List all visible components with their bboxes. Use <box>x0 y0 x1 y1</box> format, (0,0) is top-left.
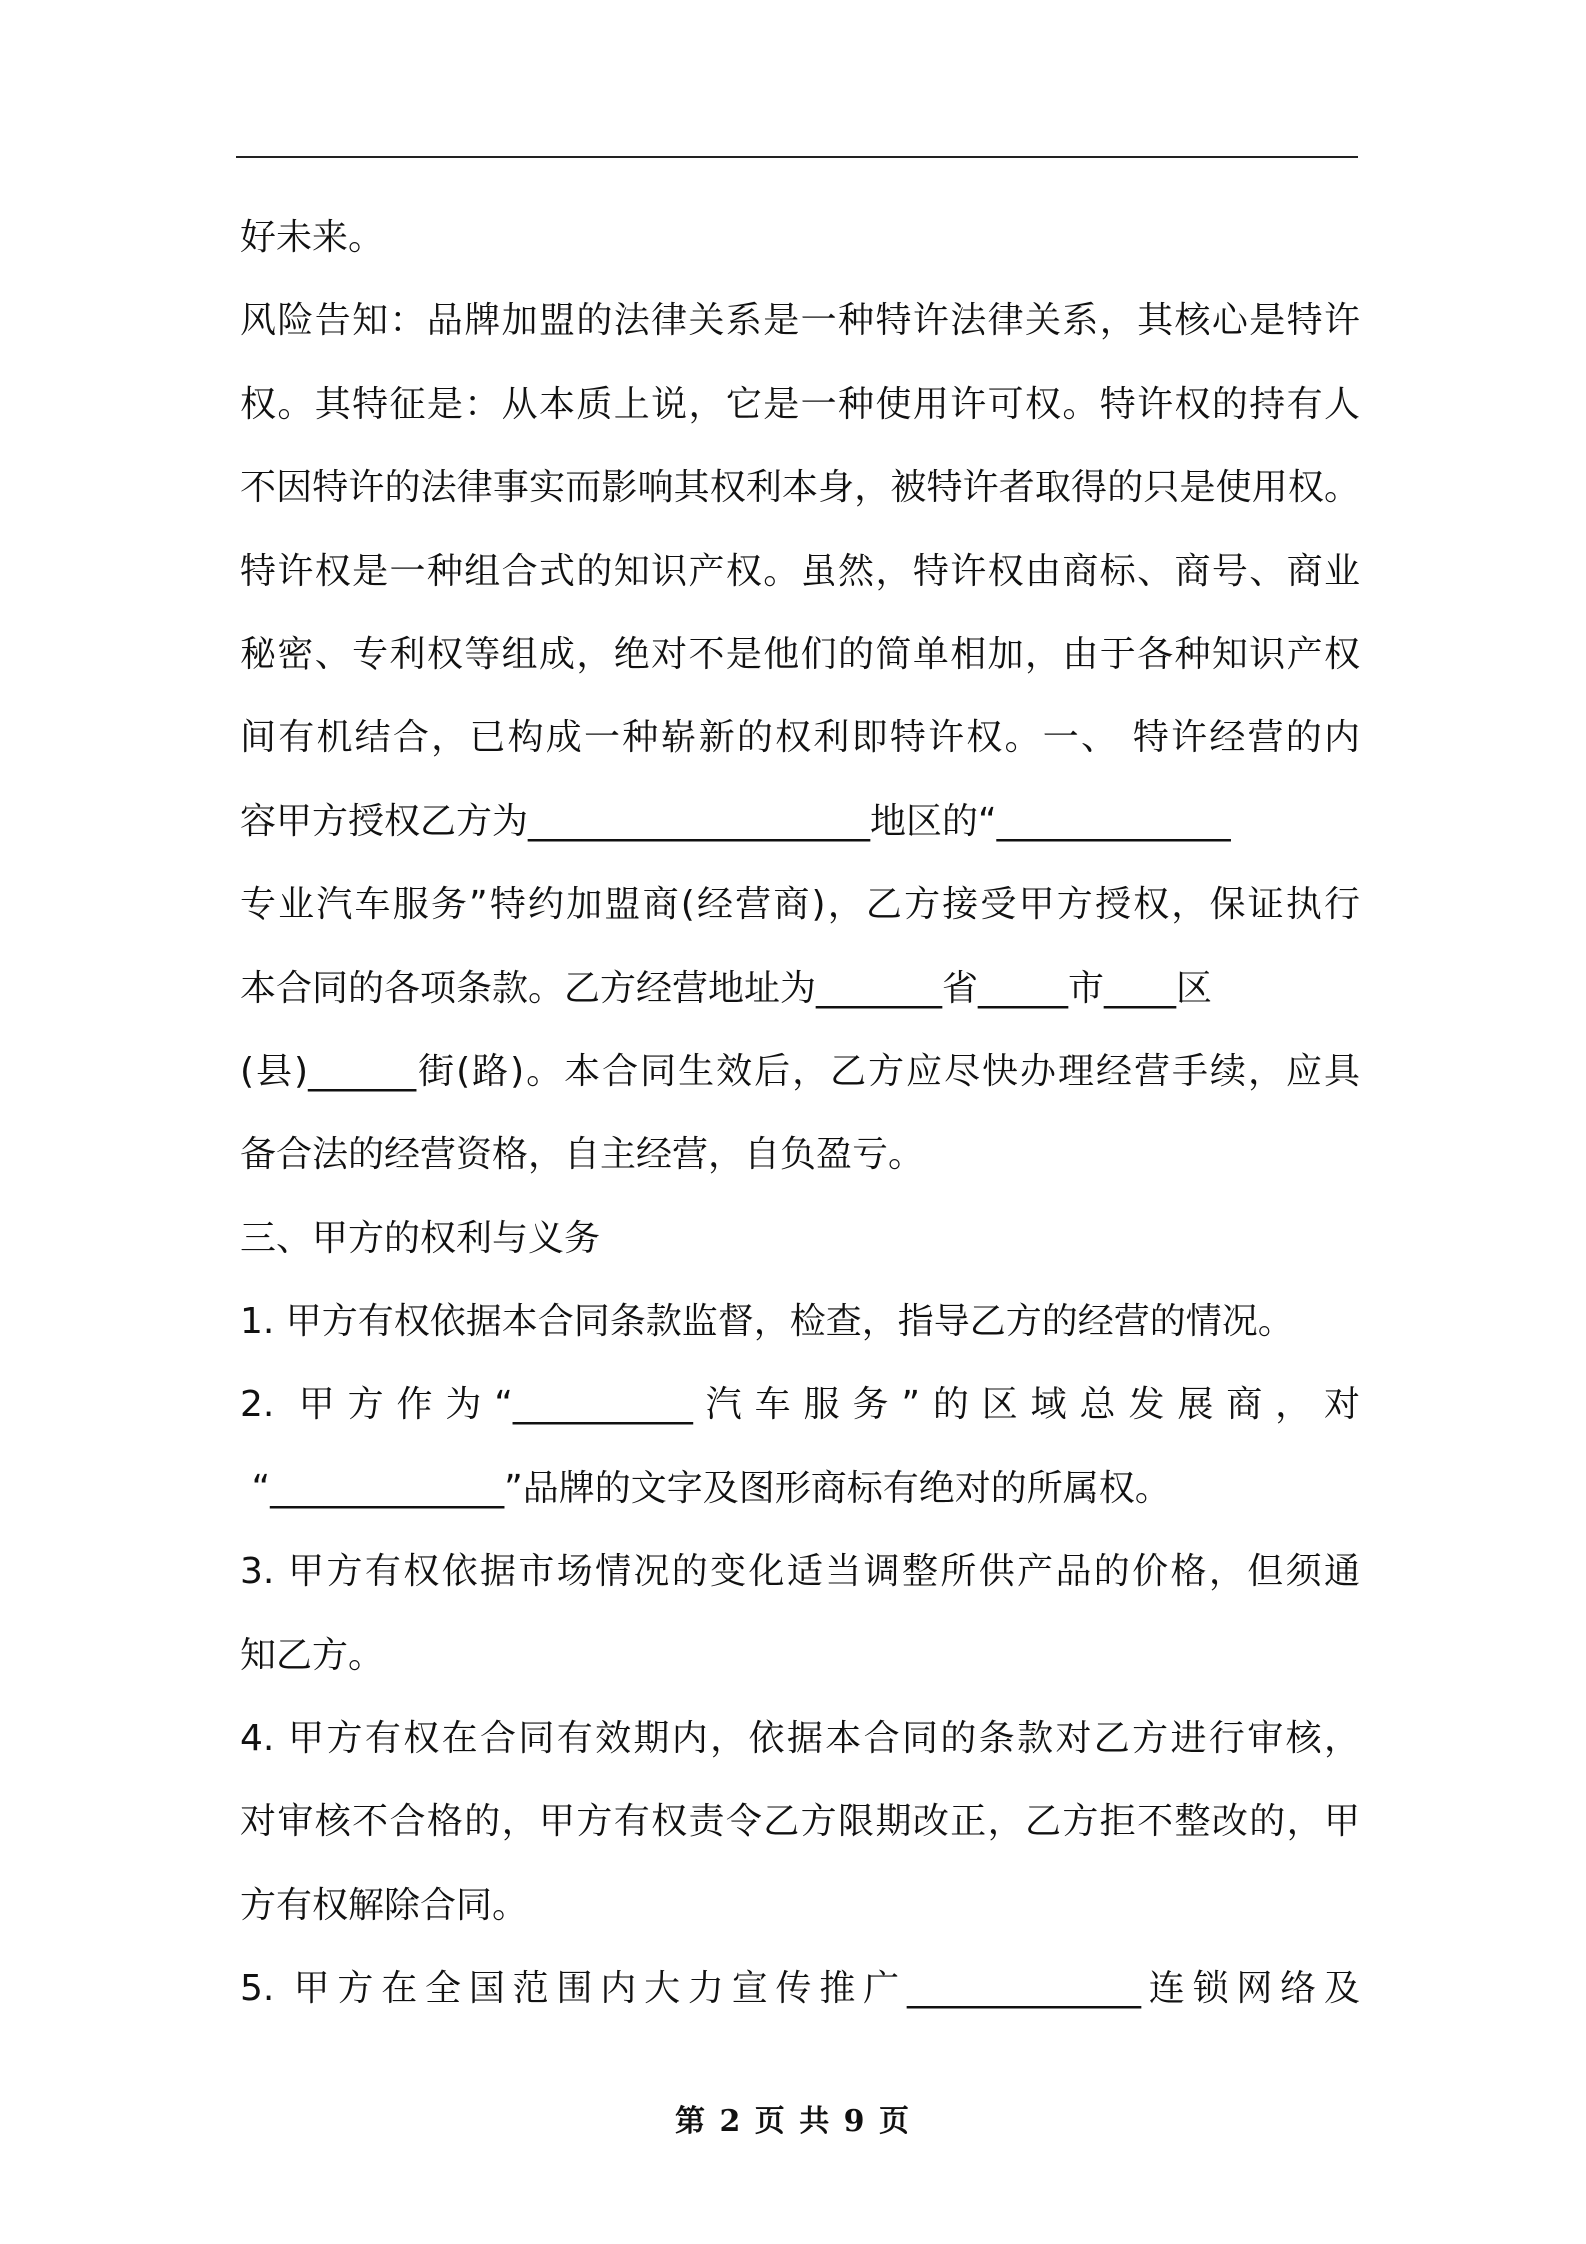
text-line: 好未来。 <box>240 217 385 258</box>
header-rule <box>236 156 1358 158</box>
text-line: 特许权是一种组合式的知识产权。虽然，特许权由商标、商号、商业 <box>240 550 1360 592</box>
text-line: 风险告知：品牌加盟的法律关系是一种特许法律关系，其核心是特许 <box>240 300 1360 342</box>
page-number: 第 2 页 共 9 页 <box>675 2104 911 2139</box>
text-line: 备合法的经营资格，自主经营，自负盈亏。 <box>240 1134 925 1176</box>
section-heading: 三、甲方的权利与义务 <box>240 1217 601 1259</box>
text-line: 对审核不合格的，甲方有权责令乙方限期改正，乙方拒不整改的，甲 <box>240 1801 1360 1843</box>
text-line: 1. 甲方有权依据本合同条款监督，检查，指导乙方的经营的情况。 <box>240 1301 1294 1343</box>
text-line: (县)______街(路)。本合同生效后，乙方应尽快办理经营手续，应具 <box>240 1050 1360 1092</box>
text-line: 权。其特征是：从本质上说，它是一种使用许可权。特许权的持有人 <box>240 383 1360 425</box>
text-line: “_____________”品牌的文字及图形商标有绝对的所属权。 <box>240 1467 1171 1509</box>
text-line: 4. 甲方有权在合同有效期内，依据本合同的条款对乙方进行审核， <box>240 1718 1360 1760</box>
text-line: 方有权解除合同。 <box>240 1884 529 1926</box>
text-line: 5. 甲方在全国范围内大力宣传推广_____________连锁网络及 <box>240 1968 1360 2010</box>
text-line: 间有机结合，已构成一种崭新的权利即特许权。一、 特许经营的内 <box>240 717 1360 759</box>
text-line: 知乙方。 <box>240 1634 385 1676</box>
text-line: 本合同的各项条款。乙方经营地址为_______省_____市____区 <box>240 967 1213 1009</box>
text-line: 秘密、专利权等组成，绝对不是他们的简单相加，由于各种知识产权 <box>240 633 1360 675</box>
text-line: 2. 甲方作为“__________汽车服务”的区域总发展商，对 <box>240 1384 1360 1426</box>
document-body <box>240 196 1360 2031</box>
text-line: 3. 甲方有权依据市场情况的变化适当调整所供产品的价格，但须通 <box>240 1551 1360 1593</box>
text-line: 专业汽车服务”特约加盟商(经营商)，乙方接受甲方授权，保证执行 <box>240 884 1360 926</box>
text-line: 容甲方授权乙方为___________________地区的“_____________ <box>240 800 1231 842</box>
text-line: 不因特许的法律事实而影响其权利本身，被特许者取得的只是使用权。 <box>240 467 1360 509</box>
